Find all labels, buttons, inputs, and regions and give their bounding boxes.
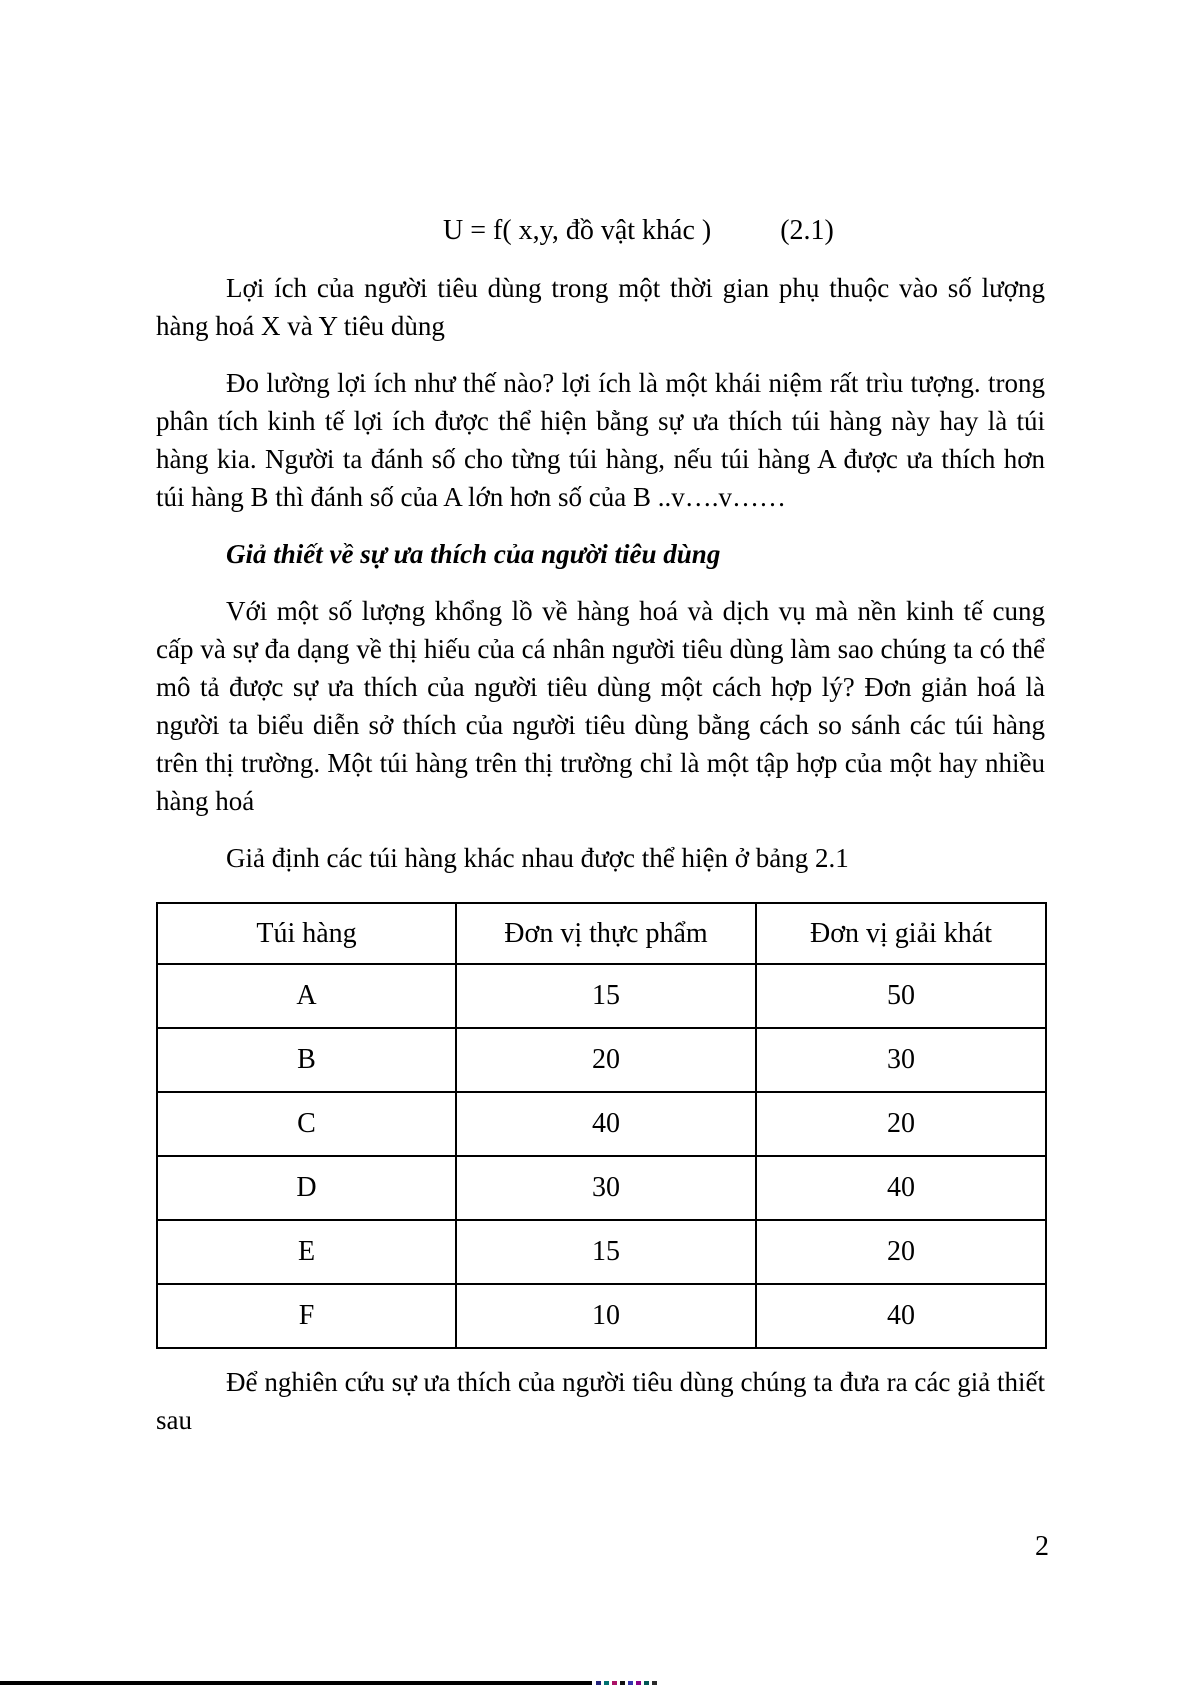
table-row <box>157 1284 1046 1348</box>
bag-cell: F <box>157 1284 456 1348</box>
food-cell: 15 <box>456 1220 756 1284</box>
bag-cell: D <box>157 1156 456 1220</box>
artifact-speck <box>620 1681 625 1685</box>
page-edge-line <box>0 1681 592 1685</box>
paragraph-describing-preferences: Với một số lượng khổng lồ về hàng hoá và dịch vụ mà nền kinh tế cung cấp và sự đa dạng về thị hiếu của cá nhân người tiêu dùng làm sao chúng ta có thể mô tả được sự ưa thích của người tiêu dùng một cách hợp lý? Đơn giản hoá là người ta biểu diễn sở thích của người tiêu dùng bằng cách so sánh các túi hàng trên thị trường. Một túi hàng trên thị trường chỉ là một tập hợp của một hay nhiều hàng hoá <box>156 596 1045 816</box>
food-cell: 30 <box>456 1156 756 1220</box>
table-row <box>157 1028 1046 1092</box>
table-row <box>157 1156 1046 1220</box>
bag-cell: B <box>157 1028 456 1092</box>
bag-cell: E <box>157 1220 456 1284</box>
table-row <box>157 964 1046 1028</box>
page-number: 2 <box>1035 1531 1049 1562</box>
column-header-drink-units: Đơn vị giải khát <box>756 903 1046 964</box>
paragraph-table-intro: Giả định các túi hàng khác nhau được thể hiện ở bảng 2.1 <box>226 843 849 873</box>
formula-number: (2.1) <box>780 215 834 246</box>
paragraph-measuring-utility: Đo lường lợi ích như thế nào? lợi ích là một khái niệm rất trìu tượng. trong phân tích kinh tế lợi ích được thể hiện bằng sự ưa thích túi hàng này hay là túi hàng kia. Người ta đánh số cho từng túi hàng, nếu túi hàng A được ưa thích hơn túi hàng B thì đánh số của A lớn hơn số của B ..v….v…… <box>156 368 1045 512</box>
table-header-row <box>157 903 1046 964</box>
drink-cell: 30 <box>756 1028 1046 1092</box>
food-cell: 20 <box>456 1028 756 1092</box>
artifact-speck <box>604 1681 609 1685</box>
drink-cell: 20 <box>756 1092 1046 1156</box>
table-row <box>157 1092 1046 1156</box>
column-header-food-units: Đơn vị thực phẩm <box>456 903 756 964</box>
section-heading-preference-assumptions: Giả thiết về sự ưa thích của người tiêu dùng <box>226 539 721 569</box>
food-cell: 15 <box>456 964 756 1028</box>
drink-cell: 40 <box>756 1156 1046 1220</box>
bag-cell: A <box>157 964 456 1028</box>
formula-expression: U = f( x,y, đồ vật khác ) <box>443 215 712 246</box>
bag-cell: C <box>157 1092 456 1156</box>
artifact-speck <box>596 1681 601 1685</box>
bundles-table <box>156 902 1047 1349</box>
drink-cell: 40 <box>756 1284 1046 1348</box>
artifact-speck <box>612 1681 617 1685</box>
food-cell: 10 <box>456 1284 756 1348</box>
artifact-speck <box>652 1681 657 1685</box>
scan-artifact-specks <box>596 1681 660 1685</box>
artifact-speck <box>644 1681 649 1685</box>
column-header-bag: Túi hàng <box>157 903 456 964</box>
artifact-speck <box>636 1681 641 1685</box>
paragraph-research-assumptions: Để nghiên cứu sự ưa thích của người tiêu dùng chúng ta đưa ra các giả thiết sau <box>156 1367 1045 1435</box>
formula-line <box>156 212 1045 250</box>
drink-cell: 50 <box>756 964 1046 1028</box>
table-row <box>157 1220 1046 1284</box>
page-content <box>156 0 1045 1458</box>
drink-cell: 20 <box>756 1220 1046 1284</box>
food-cell: 40 <box>456 1092 756 1156</box>
artifact-speck <box>628 1681 633 1685</box>
paragraph-utility-depends: Lợi ích của người tiêu dùng trong một thời gian phụ thuộc vào số lượng hàng hoá X và Y tiêu dùng <box>156 273 1045 341</box>
